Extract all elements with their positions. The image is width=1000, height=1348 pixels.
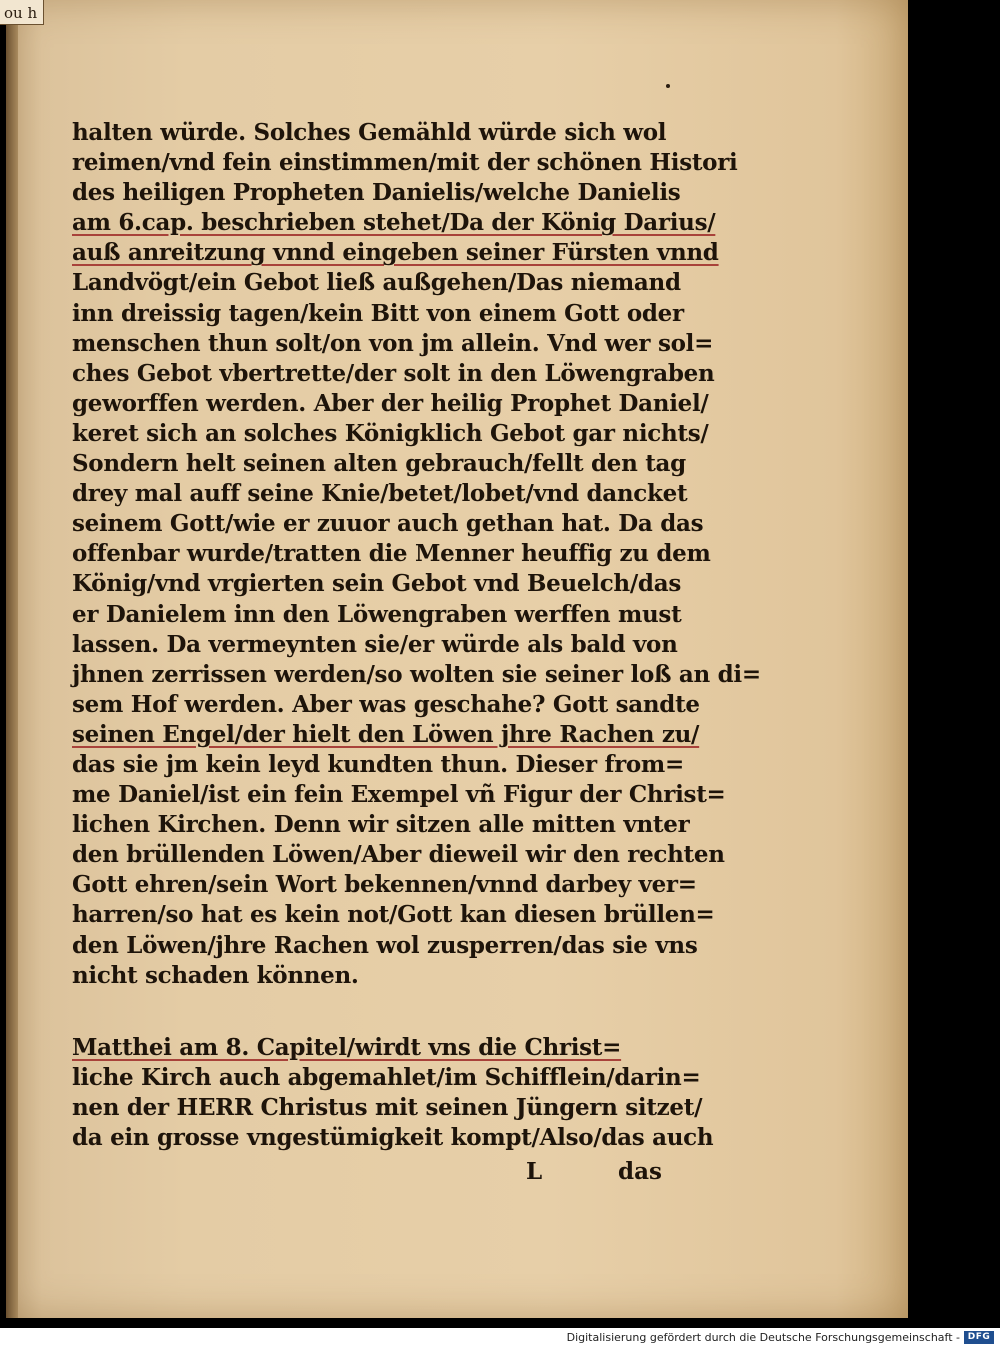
text-line: des heiligen Propheten Danielis/welche Danielis — [72, 179, 681, 207]
text-line: seinem Gott/wie er zuuor auch gethan hat. Da das — [72, 510, 704, 538]
text-line: seinen Engel/der hielt den Löwen jhre Rachen zu/ — [72, 720, 700, 748]
text-line: nicht schaden können. — [72, 961, 359, 989]
paragraph-matthew — [72, 1033, 714, 1153]
main-text — [72, 118, 761, 1153]
text-line: halten würde. Solches Gemähld würde sich wol — [72, 119, 667, 146]
text-line: keret sich an solches Königklich Gebot gar nichts/ — [72, 419, 709, 447]
text-line: den brüllenden Löwen/Aber dieweil wir den rechten — [72, 841, 725, 869]
text-line: Gott ehren/sein Wort bekennen/vnnd darbey ver= — [72, 871, 697, 899]
funding-credit: Digitalisierung gefördert durch die Deutsche Forschungsgemeinschaft - — [566, 1331, 960, 1344]
signature-mark: L — [526, 1158, 543, 1185]
text-line: inn dreissig tagen/kein Bitt von einem Gott oder — [72, 299, 684, 327]
text-line: Matthei am 8. Capitel/wirdt vns die Christ= — [72, 1033, 622, 1061]
text-line: drey mal auff seine Knie/betet/lobet/vnd dancket — [72, 480, 688, 508]
binding-edge — [6, 0, 18, 1318]
catchword: das — [618, 1158, 662, 1185]
text-line: Sondern helt seinen alten gebrauch/fellt den tag — [72, 450, 686, 478]
text-line: harren/so hat es kein not/Gott kan diesen brüllen= — [72, 901, 715, 929]
text-line: König/vnd vrgierten sein Gebot vnd Beuelch/das — [72, 570, 681, 598]
text-line: liche Kirch auch abgemahlet/im Schifflein/darin= — [72, 1063, 701, 1091]
ink-dot — [666, 84, 670, 88]
paragraph-gap — [72, 991, 690, 1033]
text-line: geworffen werden. Aber der heilig Prophet Daniel/ — [72, 389, 709, 417]
text-line: me Daniel/ist ein fein Exempel vñ Figur der Christ= — [72, 781, 726, 809]
text-line: lichen Kirchen. Denn wir sitzen alle mitten vnter — [72, 811, 690, 839]
text-line: nen der HERR Christus mit seinen Jüngern sitzet/ — [72, 1093, 703, 1121]
paragraph-daniel — [72, 118, 761, 991]
text-line: da ein grosse vngestümigkeit kompt/Also/das auch — [72, 1124, 714, 1151]
dfg-logo-icon: DFG — [964, 1331, 994, 1344]
scanned-page — [6, 0, 908, 1318]
footer-bar — [0, 1328, 1000, 1348]
text-line: den Löwen/jhre Rachen wol zusperren/das sie vns — [72, 931, 698, 959]
text-line: Landvögt/ein Gebot ließ außgehen/Das niemand — [72, 269, 681, 297]
text-line: menschen thun solt/on von jm allein. Vnd wer sol= — [72, 329, 714, 357]
text-line: sem Hof werden. Aber was geschahe? Gott sandte — [72, 690, 700, 718]
text-line: er Danielem inn den Löwengraben werffen must — [72, 600, 682, 628]
text-line: auß anreitzung vnnd eingeben seiner Fürsten vnnd — [72, 239, 719, 267]
text-line: jhnen zerrissen werden/so wolten sie seiner loß an di= — [72, 660, 761, 688]
text-line: lassen. Da vermeynten sie/er würde als bald von — [72, 630, 678, 658]
text-line: das sie jm kein leyd kundten thun. Dieser from= — [72, 750, 684, 778]
text-line: offenbar wurde/tratten die Menner heuffig zu dem — [72, 540, 711, 568]
text-line: reimen/vnd fein einstimmen/mit der schönen Histori — [72, 149, 738, 177]
text-line: am 6.cap. beschrieben stehet/Da der König Darius/ — [72, 209, 716, 237]
text-line: ches Gebot vbertrette/der solt in den Löwengraben — [72, 359, 715, 387]
corner-label: ou h — [0, 0, 44, 25]
